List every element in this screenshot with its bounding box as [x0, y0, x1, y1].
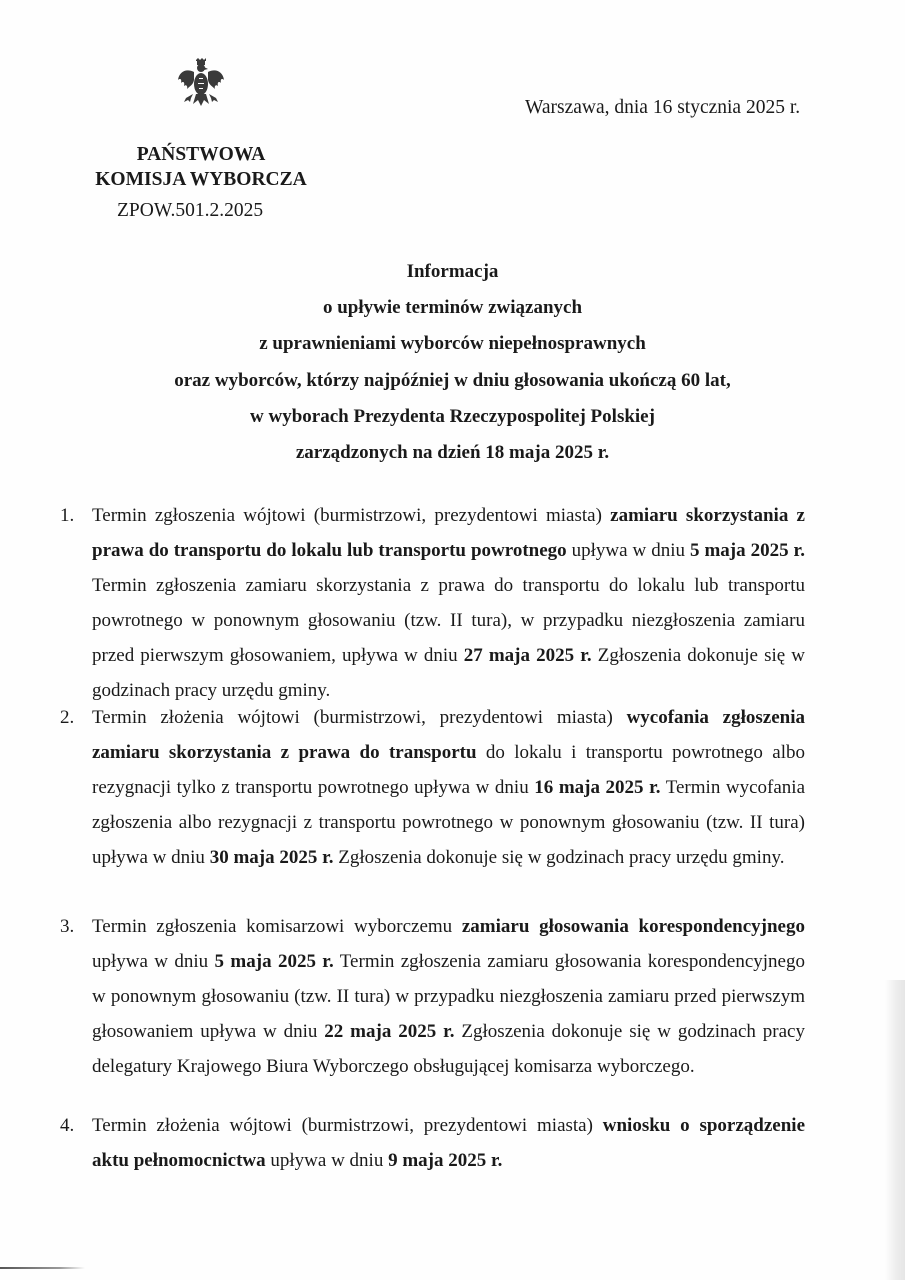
emphasized-text: 22 maja 2025 r. — [324, 1021, 455, 1042]
body-text: Zgłoszenia dokonuje się w godzinach pracy urzędu gminy. — [333, 847, 785, 868]
body-text: do lokalu i transportu powrotnego albo rezygnacji tylko z transportu powrotnego upływa w dniu — [92, 742, 805, 798]
body-text: upływa w dniu — [566, 540, 690, 561]
emphasized-text: 30 maja 2025 r. — [209, 847, 334, 868]
emphasized-text: 16 maja 2025 r. — [534, 777, 661, 798]
item-text — [92, 700, 805, 875]
case-signature: ZPOW.501.2.2025 — [117, 200, 264, 221]
emphasized-text: zamiaru głosowania korespondencyjnego — [461, 916, 805, 937]
emphasized-text: 9 maja 2025 r. — [388, 1150, 503, 1171]
title-line: zarządzonych na dzień 18 maja 2025 r. — [295, 441, 610, 463]
body-text: Termin złożenia wójtowi (burmistrzowi, prezydentowi miasta) — [92, 707, 627, 728]
title-line: oraz wyborców, którzy najpóźniej w dniu głosowania ukończą 60 lat, — [174, 369, 731, 391]
item-text — [92, 1108, 805, 1178]
polish-eagle-emblem-icon — [176, 58, 226, 112]
institution-line-2: KOMISJA WYBORCZA — [95, 169, 307, 190]
emphasized-text: wniosku o sporządzenie aktu pełnomocnictwa — [92, 1115, 806, 1171]
institution-name — [92, 142, 310, 192]
body-text: Termin zgłoszenia komisarzowi wyborczemu — [92, 916, 462, 937]
item-number: 1. — [60, 505, 75, 526]
emphasized-text: 5 maja 2025 r. — [214, 951, 334, 972]
place-and-date: Warszawa, dnia 16 stycznia 2025 r. — [525, 97, 801, 118]
title-line: o upływie terminów związanych — [322, 297, 583, 319]
emphasized-text: wycofania zgłoszenia zamiaru skorzystania z prawa do transportu — [92, 707, 806, 763]
document-title — [60, 257, 845, 474]
title-line: z uprawnieniami wyborców niepełnosprawnych — [259, 333, 646, 355]
body-text: Zgłoszenia dokonuje się w godzinach pracy urzędu gminy. — [92, 645, 806, 701]
body-text: Termin złożenia wójtowi (burmistrzowi, prezydentowi miasta) — [92, 1115, 603, 1136]
emphasized-text: 27 maja 2025 r. — [463, 645, 592, 666]
body-text: Termin zgłoszenia wójtowi (burmistrzowi, prezydentowi miasta) — [92, 505, 611, 526]
institution-line-1: PAŃSTWOWA — [136, 144, 266, 165]
item-number: 2. — [60, 707, 75, 728]
item-number: 4. — [60, 1115, 75, 1136]
emphasized-text: zamiaru skorzystania z prawa do transportu do lokalu lub transportu powrotnego — [92, 505, 805, 561]
item-text — [92, 909, 805, 1084]
scan-bottom-mark — [0, 1267, 85, 1269]
body-text: Termin zgłoszenia zamiaru głosowania korespondencyjnego w ponownym głosowaniu (tzw. II tura) w przypadku niezgłoszenia zamiaru przed pierwszym głosowaniem upływa w dniu — [92, 951, 805, 1042]
title-line: w wyborach Prezydenta Rzeczypospolitej Polskiej — [250, 405, 655, 427]
body-text: upływa w dniu — [92, 951, 215, 972]
scan-edge-shadow — [885, 980, 905, 1280]
body-text: Termin wycofania zgłoszenia albo rezygnacji z transportu powrotnego w ponownym głosowaniu (tzw. II tura) upływa w dniu — [92, 777, 805, 868]
body-text: upływa w dniu — [265, 1150, 389, 1171]
item-number: 3. — [60, 916, 75, 937]
item-text — [92, 498, 805, 708]
title-line: Informacja — [406, 261, 499, 282]
emphasized-text: 5 maja 2025 r. — [690, 540, 805, 561]
body-text: Termin zgłoszenia zamiaru skorzystania z prawa do transportu do lokalu lub transportu powrotnego w ponownym głosowaniu (tzw. II tura), w przypadku niezgłoszenia zamiaru przed pierwszym głosowaniem, upływa w dniu — [92, 575, 805, 666]
body-text: Zgłoszenia dokonuje się w godzinach pracy delegatury Krajowego Biura Wyborczego obsługującej komisarza wyborczego. — [92, 1021, 805, 1077]
